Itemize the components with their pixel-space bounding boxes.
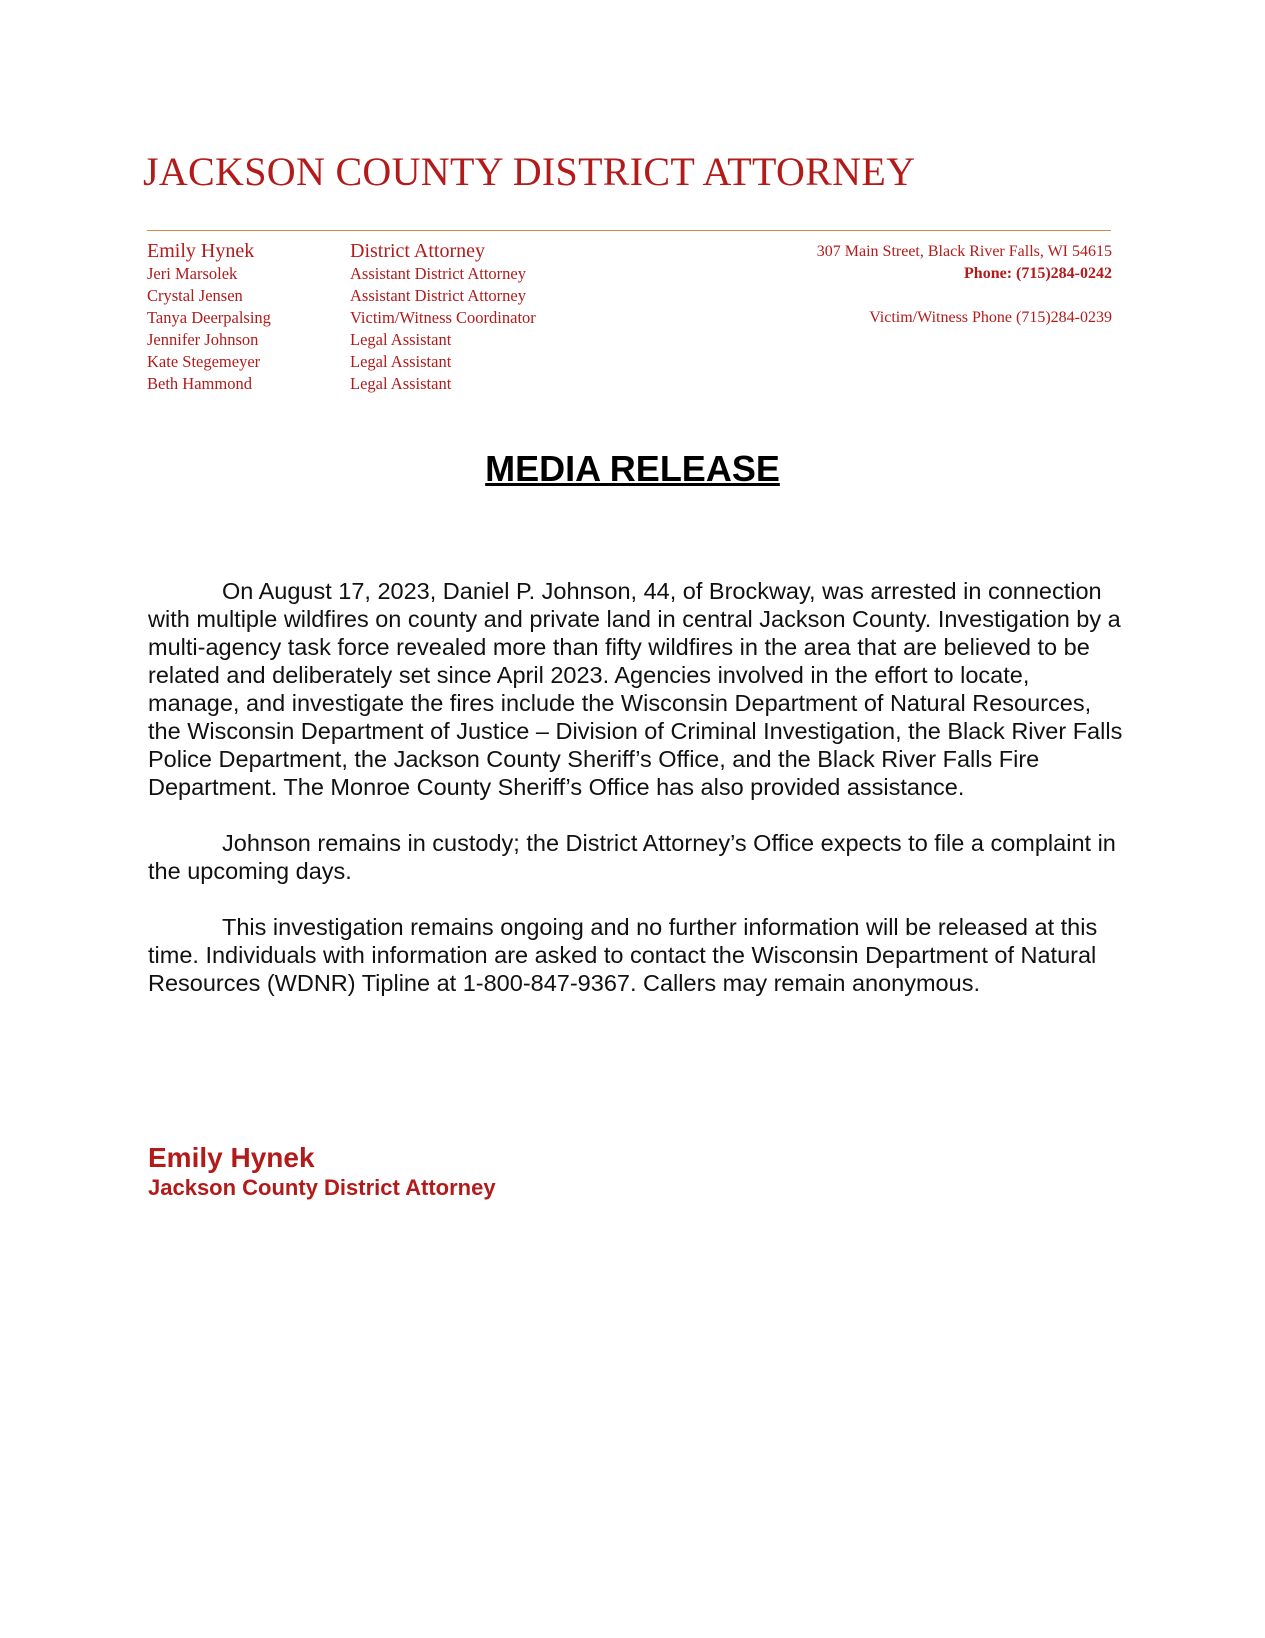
contact-block	[817, 241, 1112, 329]
office-address: 307 Main Street, Black River Falls, WI 54615	[816, 243, 1112, 260]
staff-role: Legal Assistant	[350, 330, 452, 349]
letterhead-title: JACKSON COUNTY DISTRICT ATTORNEY	[143, 149, 916, 194]
office-phone: Phone: (715)284-0242	[964, 265, 1112, 282]
body-paragraph: Johnson remains in custody; the District Attorney’s Office expects to file a complaint in the upcoming days.	[148, 830, 1116, 884]
signature-name: Emily Hynek	[148, 1142, 315, 1173]
staff-role: District Attorney	[350, 240, 485, 262]
staff-names-column	[147, 239, 271, 395]
staff-role: Assistant District Attorney	[350, 286, 526, 305]
body-paragraph: On August 17, 2023, Daniel P. Johnson, 44, of Brockway, was arrested in connection with multiple wildfires on county and private land in central Jackson County. Investigation by a multi-agency task force revealed more than fifty wildfires in the area that are believed to be related and deliberately set since April 2023. Agencies involved in the effort to locate, manage, and investigate the fires include the Wisconsin Department of Natural Resources, the Wisconsin Department of Justice – Division of Criminal Investigation, the Black River Falls Police Department, the Jackson County Sheriff’s Office, and the Black River Falls Fire Department. The Monroe County Sheriff’s Office has also provided assistance.	[148, 578, 1123, 800]
body-paragraph: This investigation remains ongoing and no further information will be released at this time. Individuals with information are asked to contact the Wisconsin Department of Natural Resources (WDNR) Tipline at 1-800-847-9367. Callers may remain anonymous.	[148, 914, 1098, 996]
victim-witness-phone: Victim/Witness Phone (715)284-0239	[869, 309, 1112, 326]
staff-name: Crystal Jensen	[147, 286, 243, 305]
signature-block	[148, 1142, 496, 1202]
header-divider	[147, 230, 1111, 231]
staff-titles-column	[350, 239, 536, 395]
staff-role: Legal Assistant	[350, 352, 452, 371]
staff-name: Emily Hynek	[147, 240, 255, 262]
staff-role: Victim/Witness Coordinator	[350, 308, 536, 327]
document-heading: MEDIA RELEASE	[485, 448, 780, 489]
staff-role: Assistant District Attorney	[350, 264, 526, 283]
staff-name: Jeri Marsolek	[147, 264, 238, 283]
staff-name: Beth Hammond	[147, 374, 252, 393]
staff-name: Jennifer Johnson	[147, 330, 259, 349]
staff-name: Tanya Deerpalsing	[147, 308, 271, 327]
staff-name: Kate Stegemeyer	[147, 352, 261, 371]
staff-role: Legal Assistant	[350, 374, 452, 393]
release-body	[148, 577, 1123, 1025]
signature-title: Jackson County District Attorney	[148, 1175, 496, 1200]
